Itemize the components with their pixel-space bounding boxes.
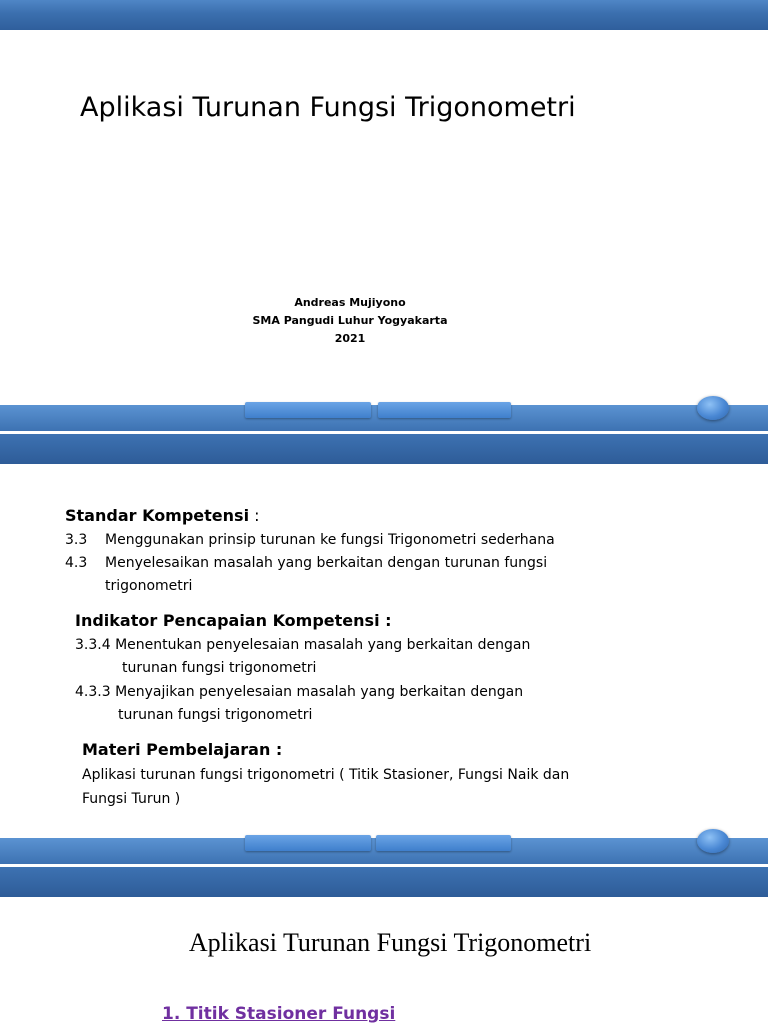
divider-tab-right	[376, 835, 511, 851]
indikator-item-2: 4.3.3 Menyajikan penyelesaian masalah yang berkaitan dengan	[75, 684, 524, 700]
indikator-item-1: 3.3.4 Menentukan penyelesaian masalah yang berkaitan dengan	[75, 637, 531, 653]
divider-tab-left	[245, 835, 371, 851]
slide-divider-2	[0, 838, 768, 897]
slide1-title: Aplikasi Turunan Fungsi Trigonometri	[80, 92, 576, 123]
standar-item-1-text: Menggunakan prinsip turunan ke fungsi Trigonometri sederhana	[105, 532, 555, 548]
divider-tab-left	[245, 402, 371, 418]
materi-heading	[82, 740, 282, 759]
year: 2021	[334, 332, 366, 345]
standar-item-2-cont: trigonometri	[105, 578, 193, 594]
slide1-author-block	[0, 294, 700, 348]
school-name: SMA Pangudi Luhur Yogyakarta	[252, 314, 448, 327]
standar-item-1-num: 3.3	[65, 532, 88, 548]
standar-item-2-num: 4.3	[65, 555, 88, 571]
divider-bottom-strip	[0, 867, 768, 897]
indikator-item-2-cont: turunan fungsi trigonometri	[118, 707, 313, 723]
indikator-heading	[75, 611, 392, 630]
standar-item-2	[65, 552, 547, 574]
indikator-item-1-cont: turunan fungsi trigonometri	[122, 660, 317, 676]
materi-heading-text: Materi Pembelajaran :	[82, 740, 283, 759]
divider-bottom-strip	[0, 434, 768, 464]
divider-tab-right	[378, 402, 511, 418]
standar-heading	[65, 506, 260, 525]
standar-heading-colon: :	[249, 506, 260, 525]
slide3-subheading: 1. Titik Stasioner Fungsi	[162, 1004, 396, 1024]
author-name: Andreas Mujiyono	[294, 296, 406, 309]
slide3-title: Aplikasi Turunan Fungsi Trigonometri	[188, 928, 592, 957]
standar-item-1	[65, 529, 555, 551]
divider-knob	[697, 396, 729, 420]
slide-top-bar	[0, 0, 768, 30]
indikator-heading-text: Indikator Pencapaian Kompetensi :	[75, 611, 392, 630]
materi-text-1: Aplikasi turunan fungsi trigonometri ( Titik Stasioner, Fungsi Naik dan	[82, 767, 570, 783]
materi-text-2: Fungsi Turun )	[82, 791, 181, 807]
standar-heading-text: Standar Kompetensi	[65, 506, 250, 525]
divider-knob	[697, 829, 729, 853]
slide-divider-1	[0, 405, 768, 464]
standar-item-2-text: Menyelesaikan masalah yang berkaitan dengan turunan fungsi	[105, 555, 548, 571]
